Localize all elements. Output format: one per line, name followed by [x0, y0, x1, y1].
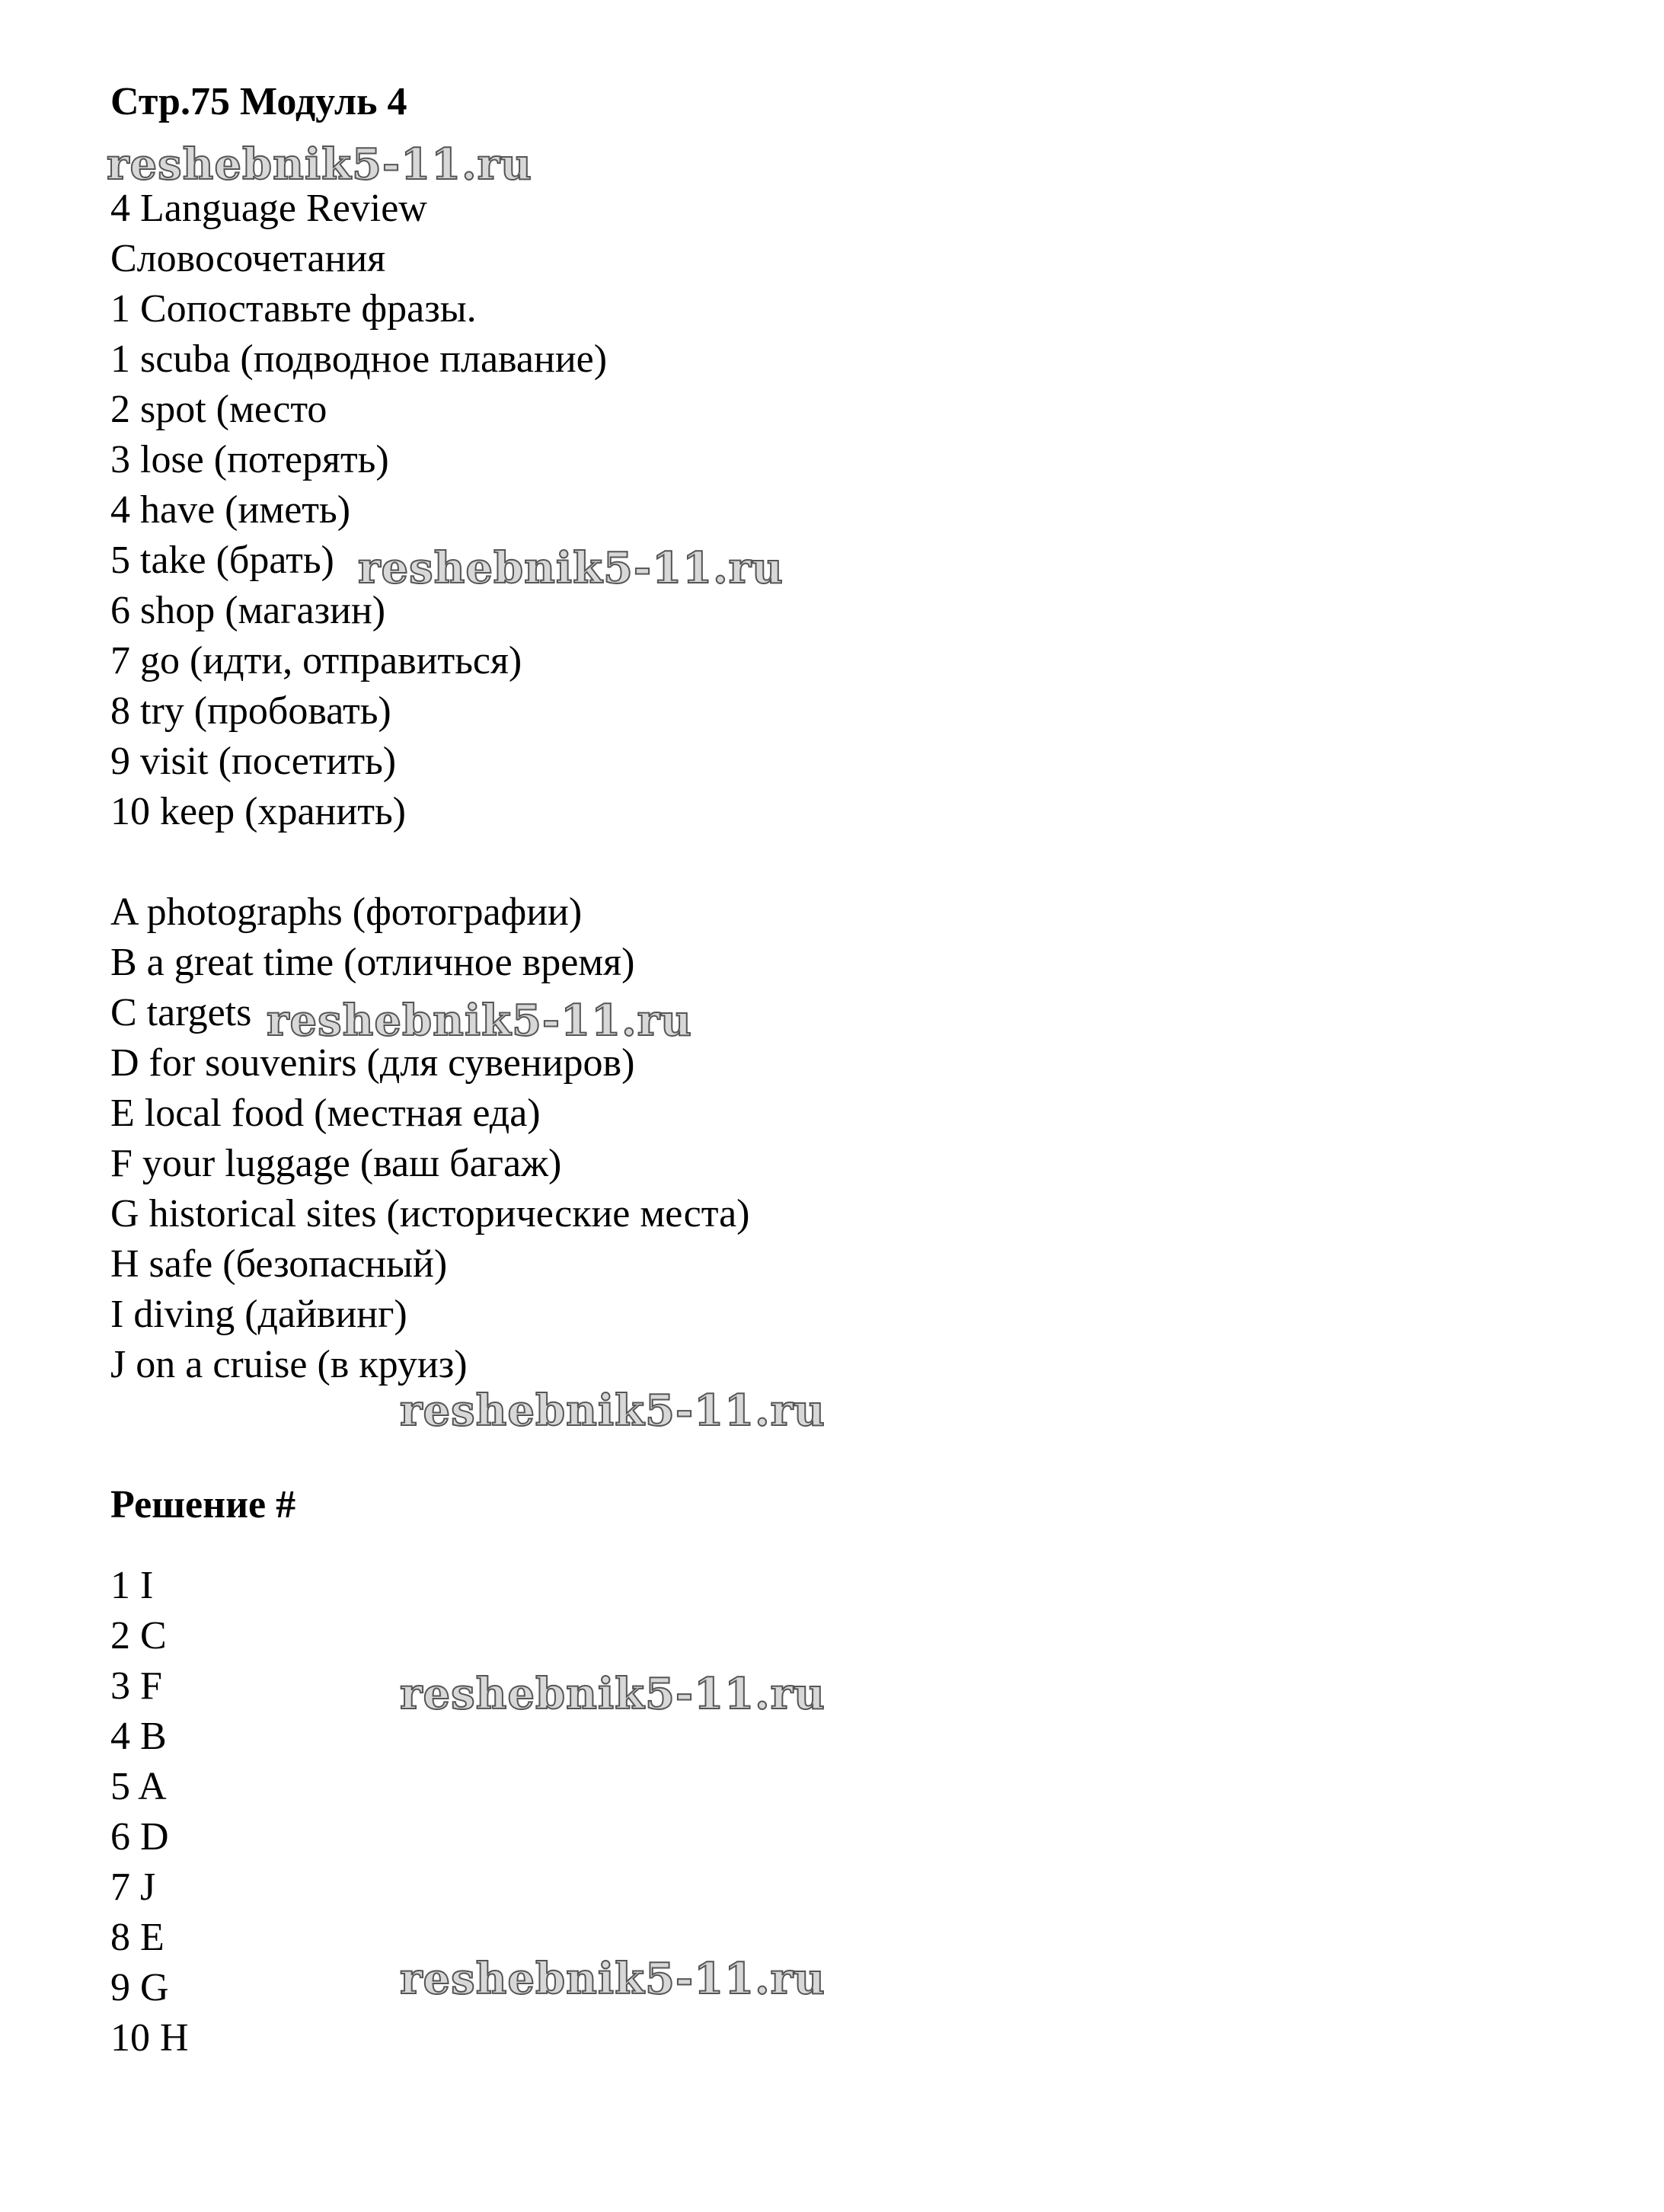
- answer-item: 9 G: [110, 1966, 169, 2009]
- answer-item: 7 J: [110, 1865, 156, 1909]
- list-item: 6 shop (магазин): [110, 589, 386, 632]
- list-item: 10 keep (хранить): [110, 790, 406, 833]
- answer-item: 6 D: [110, 1815, 169, 1859]
- list-item: H safe (безопасный): [110, 1242, 448, 1286]
- list-item: E local food (местная еда): [110, 1092, 541, 1135]
- list-item: 5 take (брать): [110, 539, 334, 582]
- task-instruction: 1 Сопоставьте фразы.: [110, 287, 477, 331]
- solution-heading: Решение #: [110, 1483, 296, 1526]
- watermark-logo: reshebnik5-11.ru: [267, 996, 692, 1046]
- list-item: A photographs (фотографии): [110, 890, 583, 934]
- list-item: D for souvenirs (для сувениров): [110, 1041, 635, 1085]
- list-item: 4 have (иметь): [110, 488, 351, 532]
- list-item: 1 scuba (подводное плавание): [110, 337, 608, 381]
- list-item: 2 spot (место: [110, 388, 327, 431]
- list-item: G historical sites (исторические места): [110, 1192, 750, 1235]
- answer-item: 8 E: [110, 1916, 164, 1959]
- list-item: C targets: [110, 991, 252, 1034]
- list-item: 7 go (идти, отправиться): [110, 639, 522, 682]
- list-item: F your luggage (ваш багаж): [110, 1142, 562, 1185]
- answer-item: 3 F: [110, 1664, 162, 1708]
- list-item: 9 visit (посетить): [110, 740, 397, 783]
- watermark-logo: reshebnik5-11.ru: [400, 1669, 826, 1719]
- section-title: 4 Language Review: [110, 187, 427, 230]
- answer-item: 5 A: [110, 1765, 167, 1808]
- watermark-logo: reshebnik5-11.ru: [400, 1386, 826, 1436]
- answer-item: 1 I: [110, 1564, 154, 1607]
- answer-item: 2 C: [110, 1614, 167, 1657]
- page-header: Стр.75 Модуль 4: [110, 80, 407, 123]
- watermark-logo: reshebnik5-11.ru: [107, 139, 532, 190]
- list-item: 3 lose (потерять): [110, 438, 389, 481]
- list-item: J on a cruise (в круиз): [110, 1343, 468, 1386]
- answer-item: 10 H: [110, 2016, 189, 2060]
- list-item: I diving (дайвинг): [110, 1293, 407, 1336]
- list-item: 8 try (пробовать): [110, 689, 391, 733]
- watermark-logo: reshebnik5-11.ru: [400, 1954, 826, 2004]
- subtitle: Словосочетания: [110, 237, 386, 280]
- watermark-logo: reshebnik5-11.ru: [358, 543, 784, 593]
- answer-item: 4 B: [110, 1715, 167, 1758]
- list-item: B a great time (отличное время): [110, 941, 635, 984]
